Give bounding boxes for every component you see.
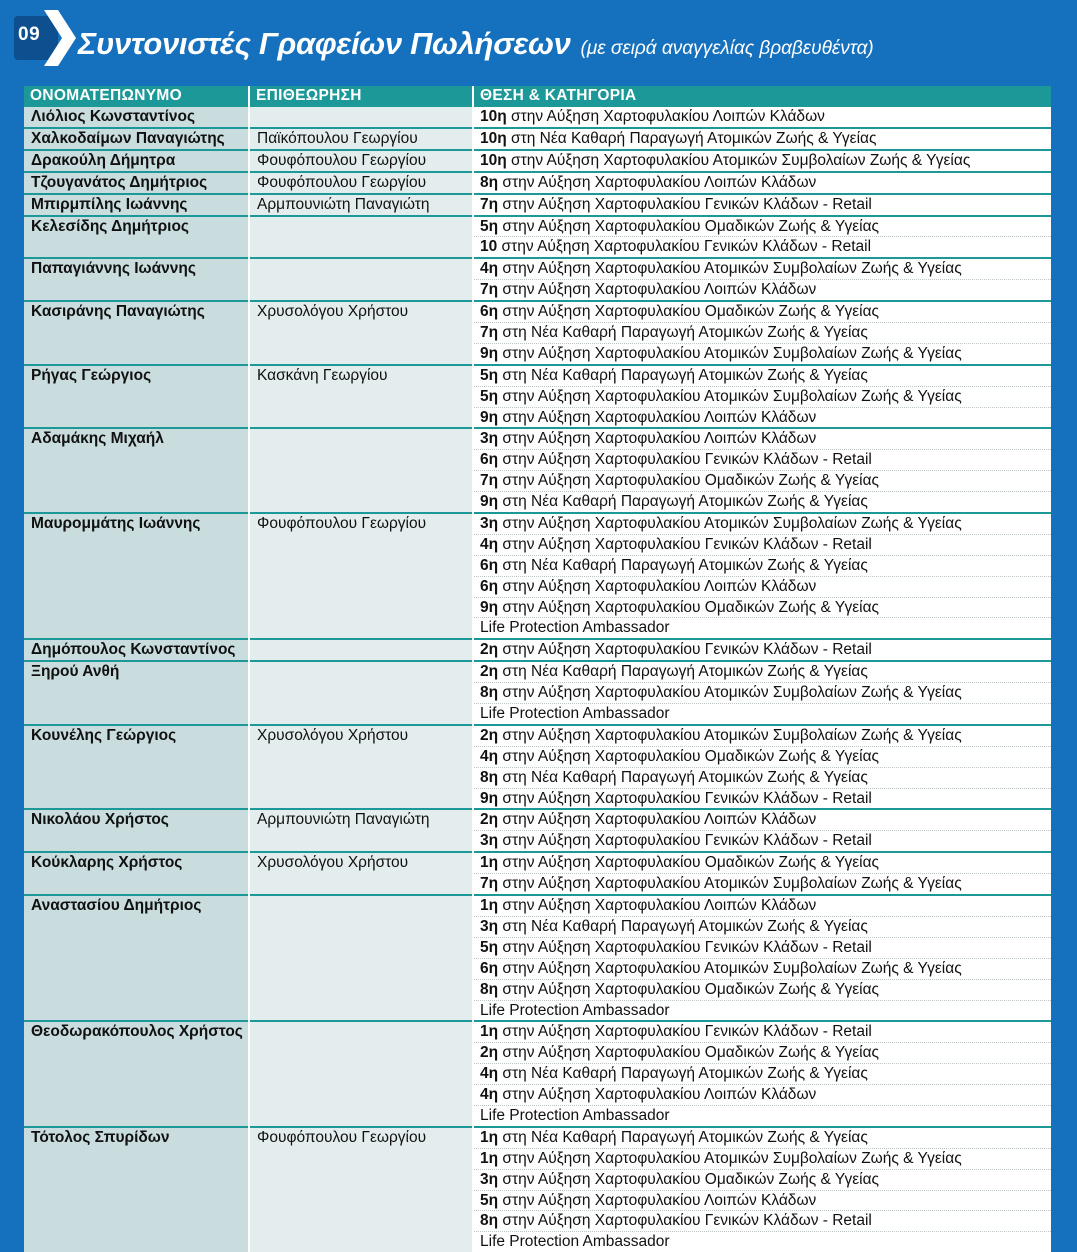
inspection-name — [249, 216, 473, 259]
inspection-name: Αρμπουνιώτη Παναγιώτη — [249, 809, 473, 852]
awards-cell — [473, 365, 1051, 429]
award-line — [474, 535, 1051, 556]
award-category: στην Αύξηση Χαρτοφυλακίου Ομαδικών Ζωής & Υγείας — [498, 980, 880, 998]
inspection-name — [249, 895, 473, 1021]
award-rank: 8η — [480, 768, 499, 786]
table-row — [24, 301, 1051, 365]
award-rank: 4η — [480, 747, 499, 765]
table-row — [24, 150, 1051, 172]
award-line — [474, 1128, 1051, 1149]
award-line — [474, 917, 1051, 938]
award-category: στην Αύξηση Χαρτοφυλακίου Ατομικών Συμβολαίων Ζωής & Υγείας — [498, 344, 962, 362]
award-rank: 5η — [480, 938, 499, 956]
award-line — [474, 980, 1051, 1001]
table-row — [24, 725, 1051, 810]
award-line — [474, 107, 1051, 127]
award-category: στην Αύξηση Χαρτοφυλακίου Ομαδικών Ζωής & Υγείας — [498, 472, 880, 490]
award-rank: 8η — [480, 980, 499, 998]
award-category: στην Αύξηση Χαρτοφυλακίου Λοιπών Κλάδων — [498, 408, 817, 426]
award-line — [474, 1085, 1051, 1106]
award-category: στην Αύξηση Χαρτοφυλακίου Ομαδικών Ζωής & Υγείας — [498, 1044, 880, 1062]
awards-cell — [473, 428, 1051, 513]
coordinator-name: Κασιράνης Παναγιώτης — [24, 301, 249, 365]
award-category: στην Αύξηση Χαρτοφυλακίου Ατομικών Συμβολαίων Ζωής & Υγείας — [498, 387, 962, 405]
inspection-name — [249, 258, 473, 301]
table-row — [24, 194, 1051, 216]
award-category: στην Αύξηση Χαρτοφυλακίου Ομαδικών Ζωής & Υγείας — [498, 303, 880, 321]
award-category: στη Νέα Καθαρή Παραγωγή Ατομικών Ζωής & Υγείας — [498, 556, 868, 574]
award-line — [474, 173, 1051, 193]
inspection-name: Φουφόπουλου Γεωργίου — [249, 1127, 473, 1252]
award-category: στην Αύξηση Χαρτοφυλακίου Ατομικών Συμβολαίων Ζωής & Υγείας — [498, 959, 962, 977]
awards-cell — [473, 216, 1051, 259]
award-line — [474, 768, 1051, 789]
award-category: στην Αύξηση Χαρτοφυλακίου Ατομικών Συμβολαίων Ζωής & Υγείας — [498, 726, 962, 744]
award-line — [474, 514, 1051, 535]
page-subtitle: (με σειρά αναγγελίας βραβευθέντα) — [580, 38, 874, 59]
awards-cell — [473, 172, 1051, 194]
award-line — [474, 640, 1051, 660]
award-category: στην Αύξηση Χαρτοφυλακίου Γενικών Κλάδων - Retail — [497, 238, 872, 256]
award-rank: 8η — [480, 684, 499, 702]
award-rank: 7η — [480, 281, 499, 299]
table-row — [24, 809, 1051, 852]
award-line — [474, 217, 1051, 238]
award-rank: 4η — [480, 260, 499, 278]
table-row — [24, 639, 1051, 661]
column-header-name: ΟΝΟΜΑΤΕΠΩΝΥΜΟ — [24, 86, 249, 106]
award-rank: 3η — [480, 515, 499, 532]
award-category: Life Protection Ambassador — [480, 705, 670, 723]
award-line — [474, 810, 1051, 831]
award-rank: 5η — [480, 387, 499, 405]
award-line — [474, 853, 1051, 874]
award-line — [474, 747, 1051, 768]
inspection-name — [249, 106, 473, 128]
award-line — [474, 896, 1051, 917]
coordinator-name: Μπιρμπίλης Ιωάννης — [24, 194, 249, 216]
award-rank: 6η — [480, 959, 499, 977]
award-category: στη Νέα Καθαρή Παραγωγή Ατομικών Ζωής & Υγείας — [498, 323, 868, 341]
award-rank: 7η — [480, 875, 499, 893]
award-category: στην Αύξηση Χαρτοφυλακίου Γενικών Κλάδων - Retail — [498, 195, 872, 213]
award-line — [474, 151, 1051, 171]
award-rank: 5η — [480, 217, 499, 235]
award-rank: 2η — [480, 663, 499, 681]
award-category: Life Protection Ambassador — [480, 1106, 670, 1124]
coordinator-name: Κουνέλης Γεώργιος — [24, 725, 249, 810]
award-line — [474, 1001, 1051, 1021]
inspection-name — [249, 639, 473, 661]
award-line — [474, 280, 1051, 300]
inspection-name: Κασκάνη Γεωργίου — [249, 365, 473, 429]
award-rank: 6η — [480, 303, 499, 321]
award-category: στη Νέα Καθαρή Παραγωγή Ατομικών Ζωής & Υγείας — [506, 129, 877, 147]
award-line — [474, 366, 1051, 387]
awards-cell — [473, 639, 1051, 661]
award-category: στην Αύξηση Χαρτοφυλακίου Ομαδικών Ζωής & Υγείας — [498, 217, 880, 235]
award-line — [474, 387, 1051, 408]
coordinator-name: Δρακούλη Δήμητρα — [24, 150, 249, 172]
award-line — [474, 831, 1051, 851]
award-rank: 7η — [480, 323, 499, 341]
award-category: στην Αύξηση Χαρτοφυλακίου Λοιπών Κλάδων — [498, 430, 817, 448]
award-rank: 3η — [480, 832, 499, 850]
coordinator-name: Τότολος Σπυρίδων — [24, 1127, 249, 1252]
coordinator-name: Ξηρού Ανθή — [24, 661, 249, 725]
award-category: στην Αύξηση Χαρτοφυλακίου Λοιπών Κλάδων — [498, 811, 817, 829]
table-row — [24, 661, 1051, 725]
table-row — [24, 513, 1051, 639]
award-rank: 3η — [480, 1170, 499, 1188]
inspection-name: Χρυσολόγου Χρήστου — [249, 852, 473, 895]
table-row — [24, 852, 1051, 895]
award-category: στη Νέα Καθαρή Παραγωγή Ατομικών Ζωής & Υγείας — [498, 493, 868, 511]
award-line — [474, 1211, 1051, 1232]
award-line — [474, 789, 1051, 809]
award-rank: 8η — [480, 173, 499, 191]
coordinator-name: Κελεσίδης Δημήτριος — [24, 216, 249, 259]
inspection-name: Παϊκόπουλου Γεωργίου — [249, 128, 473, 150]
award-line — [474, 683, 1051, 704]
award-line — [474, 323, 1051, 344]
award-rank: 2η — [480, 641, 499, 659]
award-rank: 10 — [480, 238, 498, 256]
award-line — [474, 874, 1051, 894]
coordinator-name: Κούκλαρης Χρήστος — [24, 852, 249, 895]
award-category: στην Αύξηση Χαρτοφυλακίου Ομαδικών Ζωής & Υγείας — [498, 747, 880, 765]
table-row — [24, 106, 1051, 128]
award-category: Life Protection Ambassador — [480, 619, 670, 637]
section-number: 09 — [18, 24, 41, 45]
award-category: στη Νέα Καθαρή Παραγωγή Ατομικών Ζωής & Υγείας — [498, 1065, 868, 1083]
award-rank: 3η — [480, 430, 499, 448]
awards-cell — [473, 106, 1051, 128]
award-line — [474, 492, 1051, 512]
coordinator-name: Θεοδωρακόπουλος Χρήστος — [24, 1021, 249, 1126]
inspection-name: Φουφόπουλου Γεωργίου — [249, 513, 473, 639]
award-category: στην Αύξηση Χαρτοφυλακίου Λοιπών Κλάδων — [498, 897, 817, 915]
award-line — [474, 408, 1051, 428]
table-row — [24, 1021, 1051, 1126]
coordinator-name: Παπαγιάννης Ιωάννης — [24, 258, 249, 301]
table-row — [24, 128, 1051, 150]
award-category: στην Αύξηση Χαρτοφυλακίου Γενικών Κλάδων - Retail — [498, 1023, 872, 1041]
award-category: στην Αύξηση Χαρτοφυλακίου Ομαδικών Ζωής & Υγείας — [498, 598, 880, 616]
inspection-name — [249, 661, 473, 725]
award-line — [474, 726, 1051, 747]
awards-cell — [473, 895, 1051, 1021]
coordinator-name: Νικολάου Χρήστος — [24, 809, 249, 852]
award-rank: 7η — [480, 195, 499, 213]
award-category: στην Αύξηση Χαρτοφυλακίου Λοιπών Κλάδων — [498, 173, 817, 191]
table-row — [24, 428, 1051, 513]
award-rank: 2η — [480, 811, 499, 829]
award-line — [474, 704, 1051, 724]
award-category: στην Αύξηση Χαρτοφυλακίου Λοιπών Κλάδων — [506, 108, 825, 125]
awards-cell — [473, 194, 1051, 216]
award-category: στην Αύξηση Χαρτοφυλακίου Λοιπών Κλάδων — [498, 577, 817, 595]
award-category: Life Protection Ambassador — [480, 1001, 670, 1019]
award-rank: 8η — [480, 1212, 499, 1230]
award-line — [474, 471, 1051, 492]
award-rank: 1η — [480, 897, 499, 915]
table-row — [24, 172, 1051, 194]
award-rank: 1η — [480, 854, 499, 872]
table-body — [24, 106, 1051, 1252]
award-rank: 6η — [480, 451, 499, 469]
awards-cell — [473, 150, 1051, 172]
awards-table — [24, 86, 1051, 1252]
award-line — [474, 598, 1051, 619]
awards-cell — [473, 852, 1051, 895]
inspection-name: Φουφόπουλου Γεωργίου — [249, 150, 473, 172]
award-rank: 4η — [480, 1086, 499, 1104]
award-line — [474, 450, 1051, 471]
coordinator-name: Αναστασίου Δημήτριος — [24, 895, 249, 1021]
coordinator-name: Λιόλιος Κωνσταντίνος — [24, 106, 249, 128]
table-row — [24, 216, 1051, 259]
award-line — [474, 195, 1051, 215]
inspection-name — [249, 428, 473, 513]
award-line — [474, 429, 1051, 450]
award-rank: 9η — [480, 493, 499, 511]
coordinator-name: Χαλκοδαίμων Παναγιώτης — [24, 128, 249, 150]
award-line — [474, 302, 1051, 323]
award-line — [474, 1043, 1051, 1064]
award-rank: 5η — [480, 1191, 499, 1209]
award-rank: 3η — [480, 917, 499, 935]
coordinator-name: Μαυρομμάτης Ιωάννης — [24, 513, 249, 639]
award-category: στη Νέα Καθαρή Παραγωγή Ατομικών Ζωής & Υγείας — [498, 768, 868, 786]
award-category: στην Αύξηση Χαρτοφυλακίου Ατομικών Συμβολαίων Ζωής & Υγείας — [498, 260, 962, 278]
inspection-name: Αρμπουνιώτη Παναγιώτη — [249, 194, 473, 216]
award-category: στη Νέα Καθαρή Παραγωγή Ατομικών Ζωής & Υγείας — [498, 1128, 868, 1146]
award-category: στην Αύξηση Χαρτοφυλακίου Γενικών Κλάδων - Retail — [498, 535, 872, 553]
awards-cell — [473, 513, 1051, 639]
award-line — [474, 129, 1051, 149]
page-header — [0, 0, 1077, 86]
award-category: στην Αύξηση Χαρτοφυλακίου Ατομικών Συμβολαίων Ζωής & Υγείας — [498, 1149, 962, 1167]
award-category: Life Protection Ambassador — [480, 1233, 670, 1251]
award-category: στην Αύξηση Χαρτοφυλακίου Ατομικών Συμβολαίων Ζωής & Υγείας — [498, 684, 962, 702]
award-category: στην Αύξηση Χαρτοφυλακίου Γενικών Κλάδων - Retail — [498, 789, 872, 807]
award-rank: 4η — [480, 1065, 499, 1083]
column-header-position: ΘΕΣΗ & ΚΑΤΗΓΟΡΙΑ — [473, 86, 1051, 106]
table-row — [24, 895, 1051, 1021]
table-header-row — [24, 86, 1051, 106]
award-category: στην Αύξηση Χαρτοφυλακίου Ατομικών Συμβολαίων Ζωής & Υγείας — [506, 151, 971, 169]
coordinator-name: Τζουγανάτος Δημήτριος — [24, 172, 249, 194]
inspection-name: Χρυσολόγου Χρήστου — [249, 301, 473, 365]
award-line — [474, 662, 1051, 683]
award-rank: 5η — [480, 366, 499, 384]
award-category: στην Αύξηση Χαρτοφυλακίου Γενικών Κλάδων - Retail — [498, 641, 872, 659]
award-rank: 10η — [480, 129, 507, 147]
award-rank: 2η — [480, 726, 499, 744]
awards-cell — [473, 301, 1051, 365]
award-category: στη Νέα Καθαρή Παραγωγή Ατομικών Ζωής & Υγείας — [498, 366, 868, 384]
award-line — [474, 1170, 1051, 1191]
inspection-name: Φουφόπουλου Γεωργίου — [249, 172, 473, 194]
award-line — [474, 618, 1051, 638]
award-rank: 1η — [480, 1149, 499, 1167]
chevron-right-icon — [44, 10, 76, 66]
award-category: στην Αύξηση Χαρτοφυλακίου Λοιπών Κλάδων — [498, 1191, 817, 1209]
table-row — [24, 258, 1051, 301]
award-line — [474, 556, 1051, 577]
inspection-name — [249, 1021, 473, 1126]
award-rank: 10η — [480, 151, 507, 169]
award-category: στην Αύξηση Χαρτοφυλακίου Ομαδικών Ζωής & Υγείας — [498, 854, 880, 872]
award-rank: 4η — [480, 535, 499, 553]
coordinator-name: Δημόπουλος Κωνσταντίνος — [24, 639, 249, 661]
award-category: στη Νέα Καθαρή Παραγωγή Ατομικών Ζωής & Υγείας — [498, 917, 868, 935]
awards-cell — [473, 258, 1051, 301]
award-rank: 1η — [480, 1023, 499, 1041]
coordinator-name: Ρήγας Γεώργιος — [24, 365, 249, 429]
award-category: στην Αύξηση Χαρτοφυλακίου Γενικών Κλάδων - Retail — [498, 1212, 872, 1230]
award-line — [474, 1022, 1051, 1043]
award-line — [474, 1149, 1051, 1170]
award-line — [474, 1232, 1051, 1252]
award-category: στην Αύξηση Χαρτοφυλακίου Ατομικών Συμβολαίων Ζωής & Υγείας — [498, 515, 962, 532]
award-line — [474, 1106, 1051, 1126]
award-rank: 9η — [480, 598, 499, 616]
award-category: στην Αύξηση Χαρτοφυλακίου Γενικών Κλάδων - Retail — [498, 451, 872, 469]
awards-cell — [473, 661, 1051, 725]
award-rank: 9η — [480, 344, 499, 362]
award-category: στην Αύξηση Χαρτοφυλακίου Ατομικών Συμβολαίων Ζωής & Υγείας — [498, 875, 962, 893]
award-line — [474, 259, 1051, 280]
column-header-inspection: ΕΠΙΘΕΩΡΗΣΗ — [249, 86, 473, 106]
award-rank: 9η — [480, 789, 499, 807]
award-line — [474, 344, 1051, 364]
award-rank: 6η — [480, 556, 499, 574]
award-category: στην Αύξηση Χαρτοφυλακίου Λοιπών Κλάδων — [498, 1086, 817, 1104]
award-rank: 7η — [480, 472, 499, 490]
page-title-block — [78, 26, 874, 62]
award-category: στην Αύξηση Χαρτοφυλακίου Γενικών Κλάδων - Retail — [498, 832, 872, 850]
awards-cell — [473, 725, 1051, 810]
award-category: στην Αύξηση Χαρτοφυλακίου Λοιπών Κλάδων — [498, 281, 817, 299]
awards-cell — [473, 1021, 1051, 1126]
award-rank: 2η — [480, 1044, 499, 1062]
award-line — [474, 938, 1051, 959]
awards-cell — [473, 809, 1051, 852]
awards-table-container — [24, 86, 1051, 1251]
award-line — [474, 1064, 1051, 1085]
award-rank: 10η — [480, 108, 507, 125]
page-title: Συντονιστές Γραφείων Πωλήσεων — [78, 26, 571, 61]
inspection-name: Χρυσολόγου Χρήστου — [249, 725, 473, 810]
awards-cell — [473, 1127, 1051, 1252]
award-category: στην Αύξηση Χαρτοφυλακίου Ομαδικών Ζωής & Υγείας — [498, 1170, 880, 1188]
awards-cell — [473, 128, 1051, 150]
coordinator-name: Αδαμάκης Μιχαήλ — [24, 428, 249, 513]
award-line — [474, 577, 1051, 598]
award-line — [474, 237, 1051, 257]
award-rank: 6η — [480, 577, 499, 595]
award-category: στην Αύξηση Χαρτοφυλακίου Γενικών Κλάδων - Retail — [498, 938, 872, 956]
award-line — [474, 959, 1051, 980]
award-line — [474, 1191, 1051, 1212]
table-row — [24, 365, 1051, 429]
award-rank: 1η — [480, 1128, 499, 1146]
award-rank: 9η — [480, 408, 499, 426]
table-row — [24, 1127, 1051, 1252]
award-category: στη Νέα Καθαρή Παραγωγή Ατομικών Ζωής & Υγείας — [498, 663, 868, 681]
